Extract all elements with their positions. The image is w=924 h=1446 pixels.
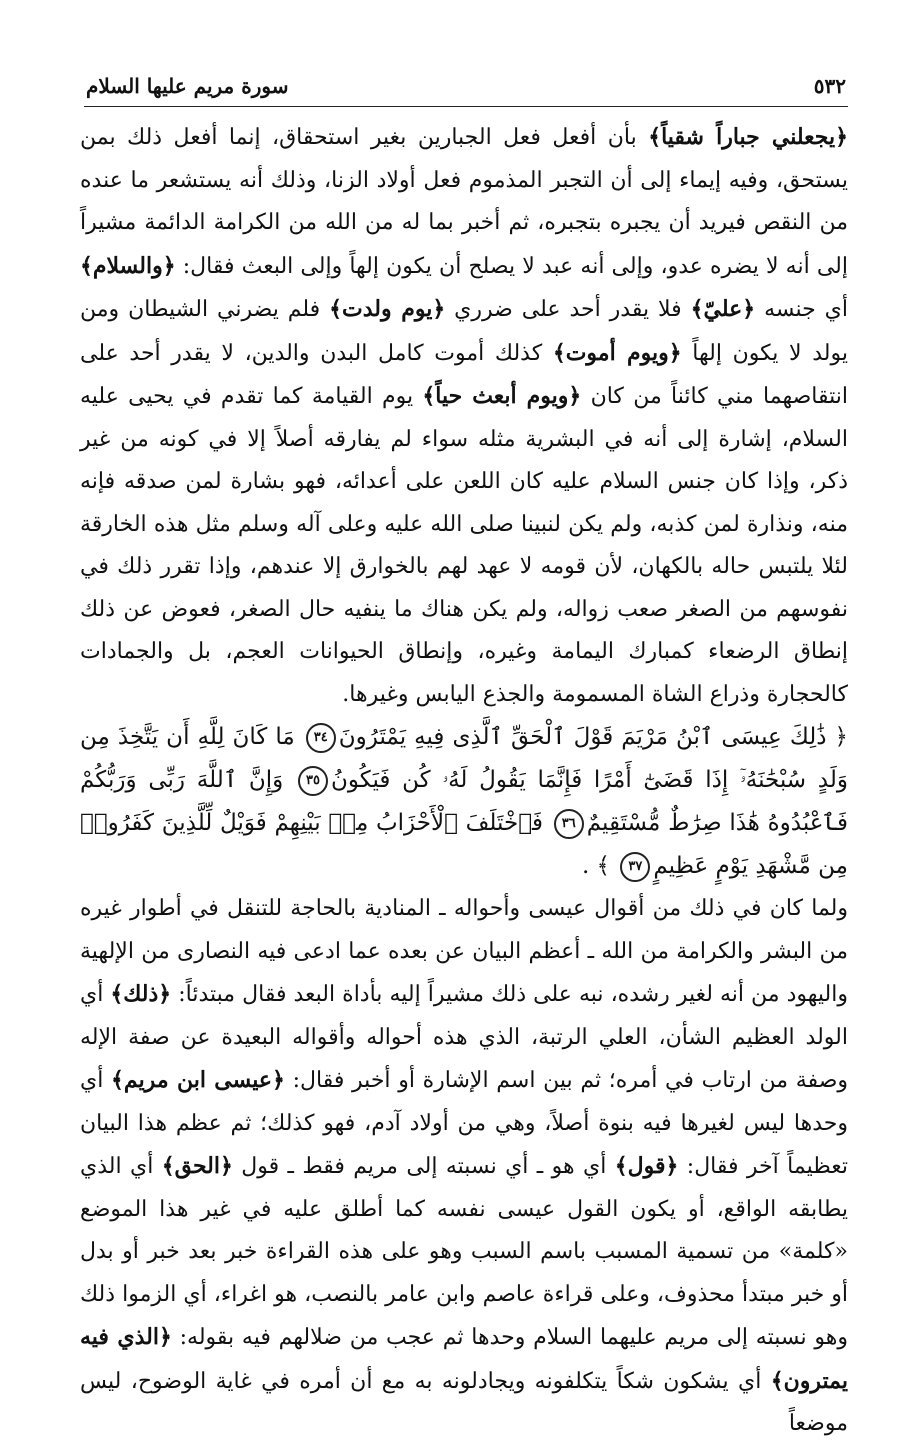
verse-number-marker: ٣٦ (554, 809, 584, 839)
verse-37: فَٱخْتَلَفَ ٱلْأَحْزَابُ مِنۢ بَيْنِهِمْ فَوَيْلٌ لِّلَّذِينَ كَفَرُوا۟ مِن مَّشْهَدِ يَوْمٍ عَظِيمٍ (80, 810, 848, 879)
verse-bracket-close: ﴾ . (581, 853, 618, 879)
verse-number-marker: ٣٥ (298, 766, 328, 796)
verse-number-marker: ٣٤ (306, 723, 336, 753)
commentary-text: أي يشكون شكاً يتكلفونه ويجادلونه به مع أن أمره في غاية الوضوح، ليس موضعاً (80, 1368, 848, 1436)
verse-36: وَإِنَّ ٱللَّهَ رَبِّى وَرَبُّكُمْ فَٱعْبُدُوهُ هَٰذَا صِرَٰطٌ مُّسْتَقِيمٌ (80, 767, 848, 836)
commentary-text: يوم القيامة كما تقدم في يحيى عليه السلام، إشارة إلى أنه في البشرية مثله سواء لم يفارقه أصلاً إلا في كونه من غير ذكر، وإذا كان جنس السلام عليه كان اللعن على أعدائه، فهو بشارة لمن صدقه فإنه منه، ونذارة لمن كذبه، ولم يكن لنبينا صلى الله عليه وعلى آله وسلم مثل هذه الخارقة لئلا يلتبس حاله بالكهان، لأن قومه لا عهد لهم بالخوارق إلا عندهم، وإذا تقرر ذلك في نفوسهم من الصغر صعب زواله، ولم يكن هناك ما ينفيه حال الصغر، فعوض عن ذلك إنطاق الرضعاء كمبارك اليمامة وغيره، وإنطاق الحيوانات العجم، بل والجمادات كالحجارة وذراع الشاة المسمومة والجذع اليابس وغيرها. (80, 384, 848, 707)
quoted-term: ﴿ويوم أبعث حياً﴾ (422, 383, 582, 409)
quoted-term: ﴿يجعلني جباراً شقياً﴾ (648, 124, 848, 150)
page-body (80, 116, 848, 1446)
commentary-text: أي جنسه (755, 297, 849, 322)
commentary-text: أي الولد العظيم الشأن، العلي الرتبة، الذي هذه أحواله وأقواله البعيدة عن صفة الإله وصفة من ارتاب في أمره؛ ثم بين اسم الإشارة أو أخبر فقال: (80, 982, 848, 1093)
commentary-text: أي هو ـ أي نسبته إلى مريم فقط ـ قول (232, 1154, 615, 1179)
quoted-term: ﴿الذي فيه يمترون﴾ (80, 1324, 848, 1394)
verse-35: مَا كَانَ لِلَّهِ أَن يَتَّخِذَ مِن وَلَدٍ سُبْحَٰنَهُۥٓ إِذَا قَضَىٰٓ أَمْرًا فَإِنَّمَا يَقُولُ لَهُۥ كُن فَيَكُونُ (80, 724, 848, 793)
commentary-text: كذلك أموت كامل البدن والدين، لا يقدر أحد على انتقاصهما مني كائناً من كان (80, 340, 848, 409)
page-number: ٥٣٢ (813, 74, 846, 98)
quoted-term: ﴿قول﴾ (614, 1153, 679, 1179)
page-header (84, 72, 848, 107)
quoted-term: ﴿ذلك﴾ (110, 981, 172, 1007)
quoted-term: ﴿الحق﴾ (161, 1153, 233, 1179)
verse-number-marker: ٣٧ (620, 852, 650, 882)
running-title: سورة مريم عليها السلام (86, 74, 289, 98)
verse-34: ذَٰلِكَ عِيسَى ٱبْنُ مَرْيَمَ قَوْلَ ٱلْحَقِّ ٱلَّذِى فِيهِ يَمْتَرُونَ (338, 724, 827, 750)
commentary-paragraph-2 (80, 888, 848, 1446)
commentary-text: أي وحدها ليس لغيرها فيه بنوة أصلاً، وهي من أولاد آدم، فهو كذلك؛ ثم عظم هذا البيان تعظيماً آخر فقال: (80, 1068, 848, 1179)
commentary-text: فلم يضرني الشيطان ومن يولد لا يكون إلهاً (80, 297, 848, 366)
quoted-term: ﴿ويوم أموت﴾ (552, 339, 682, 366)
quoted-term: ﴿يوم ولدت﴾ (329, 296, 446, 322)
quoted-term: ﴿والسلام﴾ (80, 252, 176, 279)
quoted-term: ﴿عليّ﴾ (690, 296, 756, 322)
commentary-paragraph-1 (80, 116, 848, 716)
verse-bracket-open: ﴿ (826, 724, 848, 750)
commentary-text: فلا يقدر أحد على ضرري (445, 297, 691, 322)
commentary-text: بأن أفعل فعل الجبارين بغير استحقاق، إنما أفعل ذلك بمن يستحق، وفيه إيماء إلى أن التجبر المذموم فعل أولاد الزنا، وذلك أنه يستشعر ما عنده من النقص فيريد أن يجبره بتجبره، ثم أخبر بما له من الله من الكرامة الدائمة مشيراً إلى أنه لا يضره عدو، وإلى أنه عبد لا يصلح أن يكون إلهاً وإلى البعث فقال: (80, 125, 848, 279)
quoted-term: ﴿عيسى ابن مريم﴾ (111, 1067, 285, 1093)
quran-verses-block (80, 716, 848, 888)
commentary-text: ولما كان في ذلك من أقوال عيسى وأحواله ـ المنادية بالحاجة للتنقل في أطوار غيره من البشر والكرامة من الله ـ أعظم البيان عن بعده عما ادعى فيه النصارى من الإلهية واليهود من أنه لغير رشده، نبه على ذلك مشيراً إليه بأداة البعد فقال مبتدئاً: (80, 896, 848, 1007)
commentary-text: أي الذي يطابقه الواقع، أو يكون القول عيسى نفسه كما أطلق عليه في غير هذا الموضع «كلمة» من تسمية المسبب باسم السبب وهو على هذه القراءة خبر بعد خبر أو بدل أو خبر مبتدأ محذوف، وعلى قراءة عاصم وابن عامر بالنصب، هو اغراء، أي الزموا ذلك وهو نسبته إلى مريم عليهما السلام وحدها ثم عجب من ضلالهم فيه بقوله: (80, 1154, 848, 1350)
